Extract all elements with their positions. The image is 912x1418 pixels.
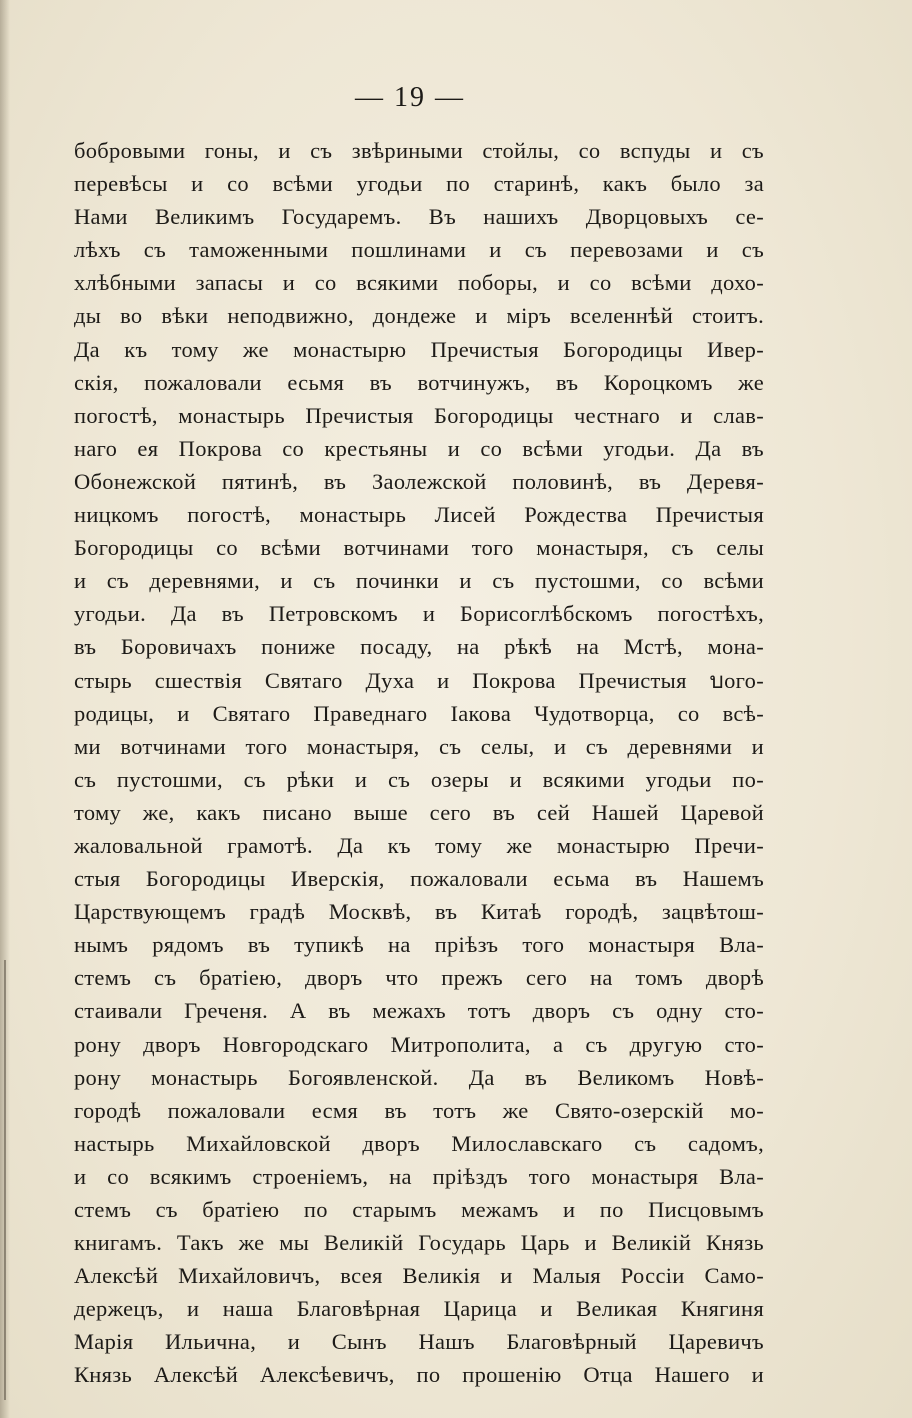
text-line: Обонежской пятинѣ, въ Заолежской половинѣ, въ Деревя- — [74, 468, 764, 494]
text-line: ницкомъ погостѣ, монастырь Лисей Рождества Пречистыя — [74, 502, 764, 528]
text-line: въ Боровичахъ пониже посаду, на рѣкѣ на Мстѣ, мона- — [74, 634, 764, 660]
text-line: книгамъ. Такъ же мы Великій Государь Царь и Великій Князь — [74, 1230, 764, 1256]
text-line: Богородицы со всѣми вотчинами того монастыря, съ селы — [74, 535, 764, 561]
text-line: наго ея Покрова со крестьяны и со всѣми угодьи. Да въ — [74, 435, 764, 461]
text-line: Князь Алексѣй Алексѣевичъ, по прошенію Отца Нашего и — [74, 1362, 764, 1388]
text-line: ды во вѣки неподвижно, дондеже и міръ вселеннѣй стоитъ. — [74, 303, 764, 329]
text-line: лѣхъ съ таможенными пошлинами и съ перевозами и съ — [74, 237, 764, 263]
text-line: нымъ рядомъ въ тупикѣ на пріѣзъ того монастыря Вла- — [74, 932, 764, 958]
text-line: ми вотчинами того монастыря, съ селы, и съ деревнями и — [74, 733, 764, 759]
text-line: и со всякимъ строеніемъ, на пріѣздъ того монастыря Вла- — [74, 1163, 764, 1189]
text-line: жаловальной грамотѣ. Да къ тому же монастырю Пречи- — [74, 832, 764, 858]
text-line: и съ деревнями, и съ починки и съ пустошми, со всѣми — [74, 568, 764, 594]
text-line: Да къ тому же монастырю Пречистыя Богородицы Ивер- — [74, 336, 764, 362]
text-line: Марія Ильична, и Сынъ Нашъ Благовѣрный Царевичъ — [74, 1329, 764, 1355]
text-body — [74, 134, 764, 1392]
text-line: держецъ, и наша Благовѣрная Царица и Великая Княгиня — [74, 1296, 764, 1322]
page-edge-line — [4, 960, 6, 1400]
text-line: рону монастырь Богоявленской. Да въ Великомъ Новѣ- — [74, 1064, 764, 1090]
text-line: стемъ съ братіею по старымъ межамъ и по Писцовымъ — [74, 1197, 764, 1222]
text-line: стырь сшествія Святаго Духа и Покрова Пречистыя บого- — [74, 667, 764, 693]
text-line: бобровыми гоны, и съ звѣриными стойлы, со вспуды и съ — [74, 138, 764, 163]
text-line: родицы, и Святаго Праведнаго Іакова Чудотворца, со всѣ- — [74, 700, 764, 726]
text-line: Нами Великимъ Государемъ. Въ нашихъ Дворцовыхъ се- — [74, 204, 764, 230]
text-line: Царствующемъ градѣ Москвѣ, въ Китаѣ городѣ, зацвѣтош- — [74, 899, 764, 925]
text-line: хлѣбными запасы и со всякими поборы, и со всѣми дохо- — [74, 270, 764, 296]
text-line: погостѣ, монастырь Пречистыя Богородицы честнаго и слав- — [74, 402, 764, 428]
text-line: городѣ пожаловали есмя въ тотъ же Свято-озерскій мо- — [74, 1097, 764, 1123]
text-line: перевѣсы и со всѣми угодьи по старинѣ, какъ было за — [74, 171, 764, 197]
text-line: рону дворъ Новгородскаго Митрополита, а съ другую сто- — [74, 1031, 764, 1057]
text-line: стаивали Греченя. А въ межахъ тотъ дворъ съ одну сто- — [74, 998, 764, 1024]
text-line: скія, пожаловали есьмя въ вотчинужъ, въ Короцкомъ же — [74, 369, 764, 395]
page-number: — 19 — — [355, 82, 465, 113]
text-line: настырь Михайловской дворъ Милославскаго съ садомъ, — [74, 1130, 764, 1156]
text-line: тому же, какъ писано выше сего въ сей Нашей Царевой — [74, 799, 764, 825]
text-line: стыя Богородицы Иверскія, пожаловали есьма въ Нашемъ — [74, 866, 764, 892]
text-line: угодьи. Да въ Петровскомъ и Борисоглѣбскомъ погостѣхъ, — [74, 601, 764, 627]
text-line: съ пустошми, съ рѣки и съ озеры и всякими угодьи по- — [74, 766, 764, 792]
text-line: Алексѣй Михайловичъ, всея Великія и Малыя Россіи Само- — [74, 1263, 764, 1289]
text-line: стемъ съ братіею, дворъ что прежъ сего на томъ дворѣ — [74, 965, 764, 991]
